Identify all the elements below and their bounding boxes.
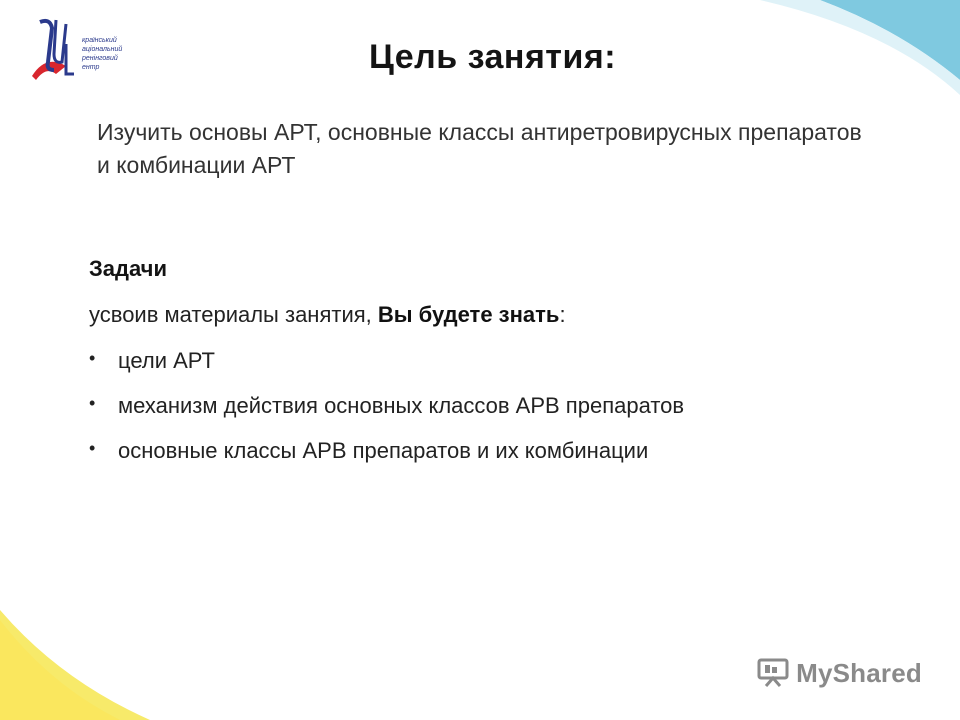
logo-line: країнський xyxy=(82,37,117,44)
goal-text: Изучить основы АРТ, основные классы антиретровирусных препаратов и комбинации АРТ xyxy=(97,119,862,178)
watermark-text: MyShared xyxy=(796,657,922,688)
list-item-text: механизм действия основных классов АРВ препаратов xyxy=(118,393,685,418)
logo-line: ентр xyxy=(82,64,100,71)
list-item-text: основные классы АРВ препаратов и их комбинации xyxy=(118,438,649,463)
tasks-heading: Задачи xyxy=(89,256,167,281)
corner-decoration-bottom-left xyxy=(0,610,150,720)
intro-plain: усвоив материалы занятия, xyxy=(89,302,378,327)
watermark xyxy=(756,656,922,690)
logo-line: аціональний xyxy=(82,46,123,53)
bullet: • xyxy=(89,393,96,413)
list-item xyxy=(89,438,684,483)
slide-title: Цель занятия: xyxy=(368,38,617,76)
tasks-list xyxy=(89,348,684,483)
list-item xyxy=(89,393,684,438)
list-item xyxy=(89,348,684,393)
intro-bold: Вы будете знать xyxy=(377,302,560,327)
intro-end: : xyxy=(559,302,566,327)
bullet: • xyxy=(89,438,96,458)
bullet: • xyxy=(89,348,96,368)
logo-line: ренінговий xyxy=(82,55,118,62)
tasks-intro xyxy=(89,302,566,328)
presentation-board-icon xyxy=(756,656,790,690)
list-item-text: цели АРТ xyxy=(118,348,215,373)
